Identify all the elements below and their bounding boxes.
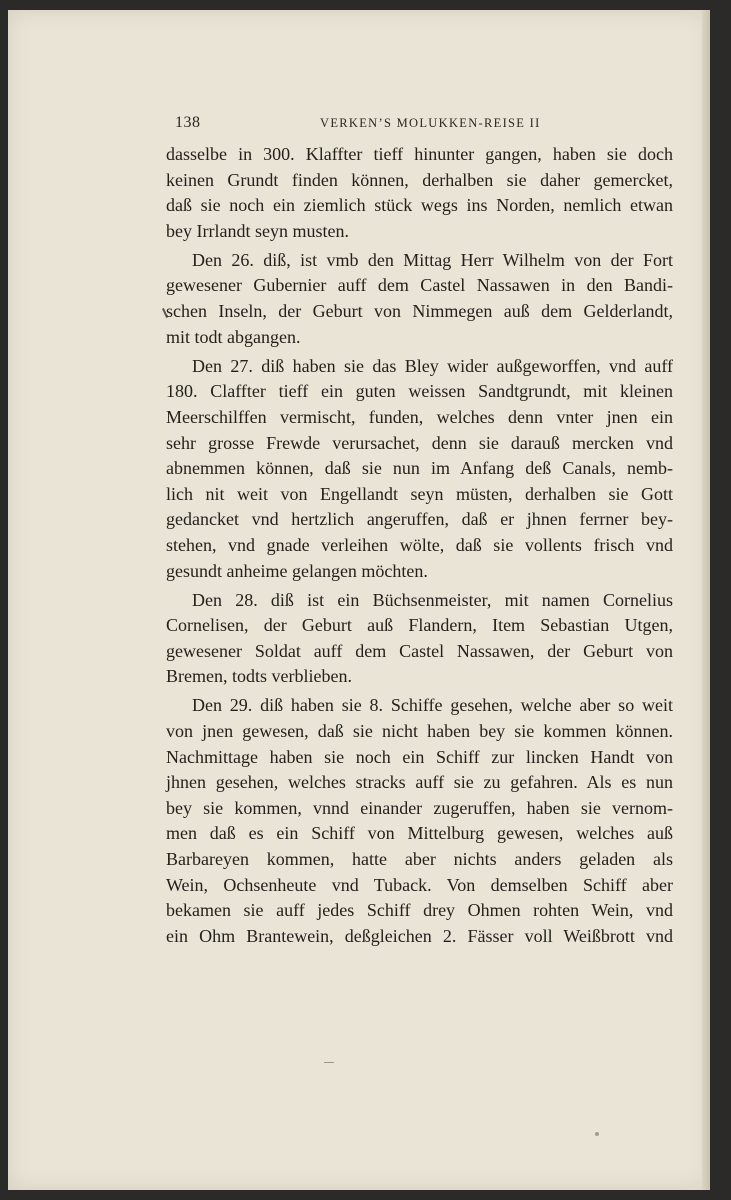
paragraph [166,142,673,244]
text-line: gewesener Soldat auff dem Castel Nassawen, der Geburt von [166,640,673,661]
page-edge [702,10,710,1190]
paper-spot [595,1132,599,1136]
text-line: daß sie noch ein ziemlich stück wegs ins Norden, nemlich etwan [166,195,673,216]
text-line: lich nit weit von Engellandt seyn müsten, derhalben sie Gott [166,483,673,504]
paragraph [166,248,673,350]
text-line: jhnen gesehen, welches stracks auff sie zu gefahren. Als es nun [166,772,673,793]
text-line: 180. Claffter tieff ein guten weissen Sandtgrundt, mit kleinen [166,381,673,402]
text-line: Den 28. diß ist ein Büchsenmeister, mit namen Cornelius [192,589,673,610]
text-line: schen Inseln, der Geburt von Nimmegen auß dem Gelderlandt, [166,301,673,322]
text-line: dasselbe in 300. Klaffter tieff hinunter gangen, haben sie doch [166,144,673,164]
text-line: stehen, vnd gnade verleihen wölte, daß sie vollents frisch vnd [166,534,673,555]
text-line: gedancket vnd hertzlich angeruffen, daß er jhnen ferrner bey- [166,509,673,530]
text-line: keinen Grundt finden können, derhalben sie daher gemercket, [166,169,673,190]
paragraph [166,693,673,949]
text-line: mit todt abgangen. [166,326,301,347]
running-head [175,114,680,138]
text-line: bey Irrlandt seyn musten. [166,220,349,241]
text-line: Den 27. diß haben sie das Bley wider außgeworffen, vnd auff [192,355,673,376]
text-line: Den 29. diß haben sie 8. Schiffe gesehen, welche aber so weit [192,695,673,716]
text-line: Den 26. diß, ist vmb den Mittag Herr Wilhelm von der Fort [192,249,673,270]
text-line: men daß es ein Schiff von Mittelburg gewesen, welches auß [166,823,673,844]
paragraph [166,588,673,690]
text-line: Wein, Ochsenheute vnd Tuback. Von demselben Schiff aber [166,874,673,895]
text-line: sehr grosse Frewde verursachet, denn sie darauß mercken vnd [166,432,673,453]
running-title: VERKEN’S MOLUKKEN-REISE II [320,116,541,130]
text-line: von jnen gewesen, daß sie nicht haben bey sie kommen können. [166,721,673,742]
paragraph [166,354,673,584]
text-line: bey sie kommen, vnnd einander zugeruffen, haben sie vernom- [166,797,673,818]
text-line: abnemmen können, daß sie nun im Anfang deß Canals, nemb- [166,458,673,479]
text-line: Nachmittage haben sie noch ein Schiff zur lincken Handt von [166,746,673,767]
body-text [166,142,673,953]
text-line: ein Ohm Brantewein, deßgleichen 2. Fässer voll Weißbrott vnd [166,925,673,946]
text-line: gesundt anheime gelangen möchten. [166,560,428,581]
text-line: Bremen, todts verblieben. [166,666,352,687]
text-line: gewesener Gubernier auff dem Castel Nassawen in den Bandi- [166,275,673,296]
text-line: Meerschilffen vermischt, funden, welches denn vnter jnen ein [166,406,673,427]
text-line: Cornelisen, der Geburt auß Flandern, Item Sebastian Utgen, [166,615,673,636]
page-number: 138 [175,114,201,131]
text-line: Barbareyen kommen, hatte aber nichts anders geladen als [166,849,673,870]
text-line: bekamen sie auff jedes Schiff drey Ohmen rohten Wein, vnd [166,900,673,921]
paper-blemish [324,1062,334,1063]
